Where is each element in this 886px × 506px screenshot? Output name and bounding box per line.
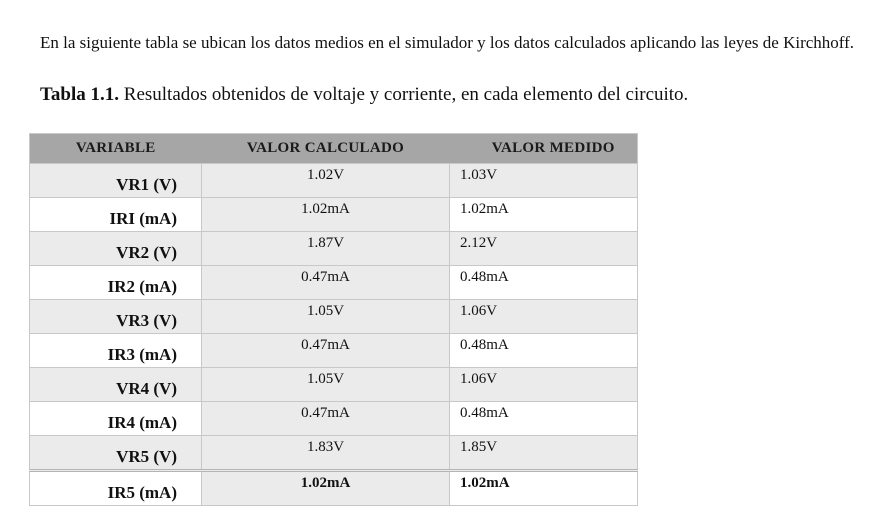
cell-variable: IR4 (mA) <box>30 402 202 436</box>
cell-variable: VR1 (V) <box>30 164 202 198</box>
cell-medido: 1.06V <box>450 368 638 402</box>
cell-variable: IR2 (mA) <box>30 266 202 300</box>
table-row <box>30 368 638 402</box>
cell-calculado: 0.47mA <box>202 334 450 368</box>
cell-variable: VR4 (V) <box>30 368 202 402</box>
intro-paragraph: En la siguiente tabla se ubican los datos medios en el simulador y los datos calculados aplicando las leyes de Kirchhoff. <box>40 33 855 52</box>
cell-calculado: 1.02mA <box>202 198 450 232</box>
cell-variable: IR3 (mA) <box>30 334 202 368</box>
cell-calculado: 0.47mA <box>202 402 450 436</box>
table-row <box>30 300 638 334</box>
cell-variable: IRI (mA) <box>30 198 202 232</box>
cell-medido: 0.48mA <box>450 334 638 368</box>
header-variable: VARIABLE <box>30 134 202 164</box>
cell-calculado: 1.02mA <box>202 471 450 506</box>
table-row-total <box>30 471 638 506</box>
cell-variable: IR5 (mA) <box>30 471 202 506</box>
cell-medido: 1.02mA <box>450 198 638 232</box>
cell-variable: VR2 (V) <box>30 232 202 266</box>
cell-medido: 1.03V <box>450 164 638 198</box>
caption-text: Resultados obtenidos de voltaje y corriente, en cada elemento del circuito. <box>119 84 689 105</box>
cell-variable: VR3 (V) <box>30 300 202 334</box>
cell-calculado: 0.47mA <box>202 266 450 300</box>
cell-variable: VR5 (V) <box>30 436 202 471</box>
cell-medido: 0.48mA <box>450 266 638 300</box>
table-row <box>30 198 638 232</box>
cell-calculado: 1.05V <box>202 300 450 334</box>
table-row <box>30 436 638 471</box>
cell-medido: 2.12V <box>450 232 638 266</box>
caption-label: Tabla 1.1. <box>40 84 120 105</box>
table-row <box>30 232 638 266</box>
cell-medido: 1.85V <box>450 436 638 471</box>
header-valor-medido: VALOR MEDIDO <box>450 134 638 164</box>
cell-medido: 1.02mA <box>450 471 638 506</box>
cell-calculado: 1.02V <box>202 164 450 198</box>
cell-medido: 0.48mA <box>450 402 638 436</box>
table-row <box>30 266 638 300</box>
results-table <box>29 133 638 506</box>
table-caption <box>40 83 688 107</box>
table-row <box>30 164 638 198</box>
table-header-row <box>30 134 638 164</box>
cell-medido: 1.06V <box>450 300 638 334</box>
header-valor-calculado: VALOR CALCULADO <box>202 134 450 164</box>
cell-calculado: 1.87V <box>202 232 450 266</box>
table-row <box>30 334 638 368</box>
table-row <box>30 402 638 436</box>
cell-calculado: 1.05V <box>202 368 450 402</box>
cell-calculado: 1.83V <box>202 436 450 471</box>
